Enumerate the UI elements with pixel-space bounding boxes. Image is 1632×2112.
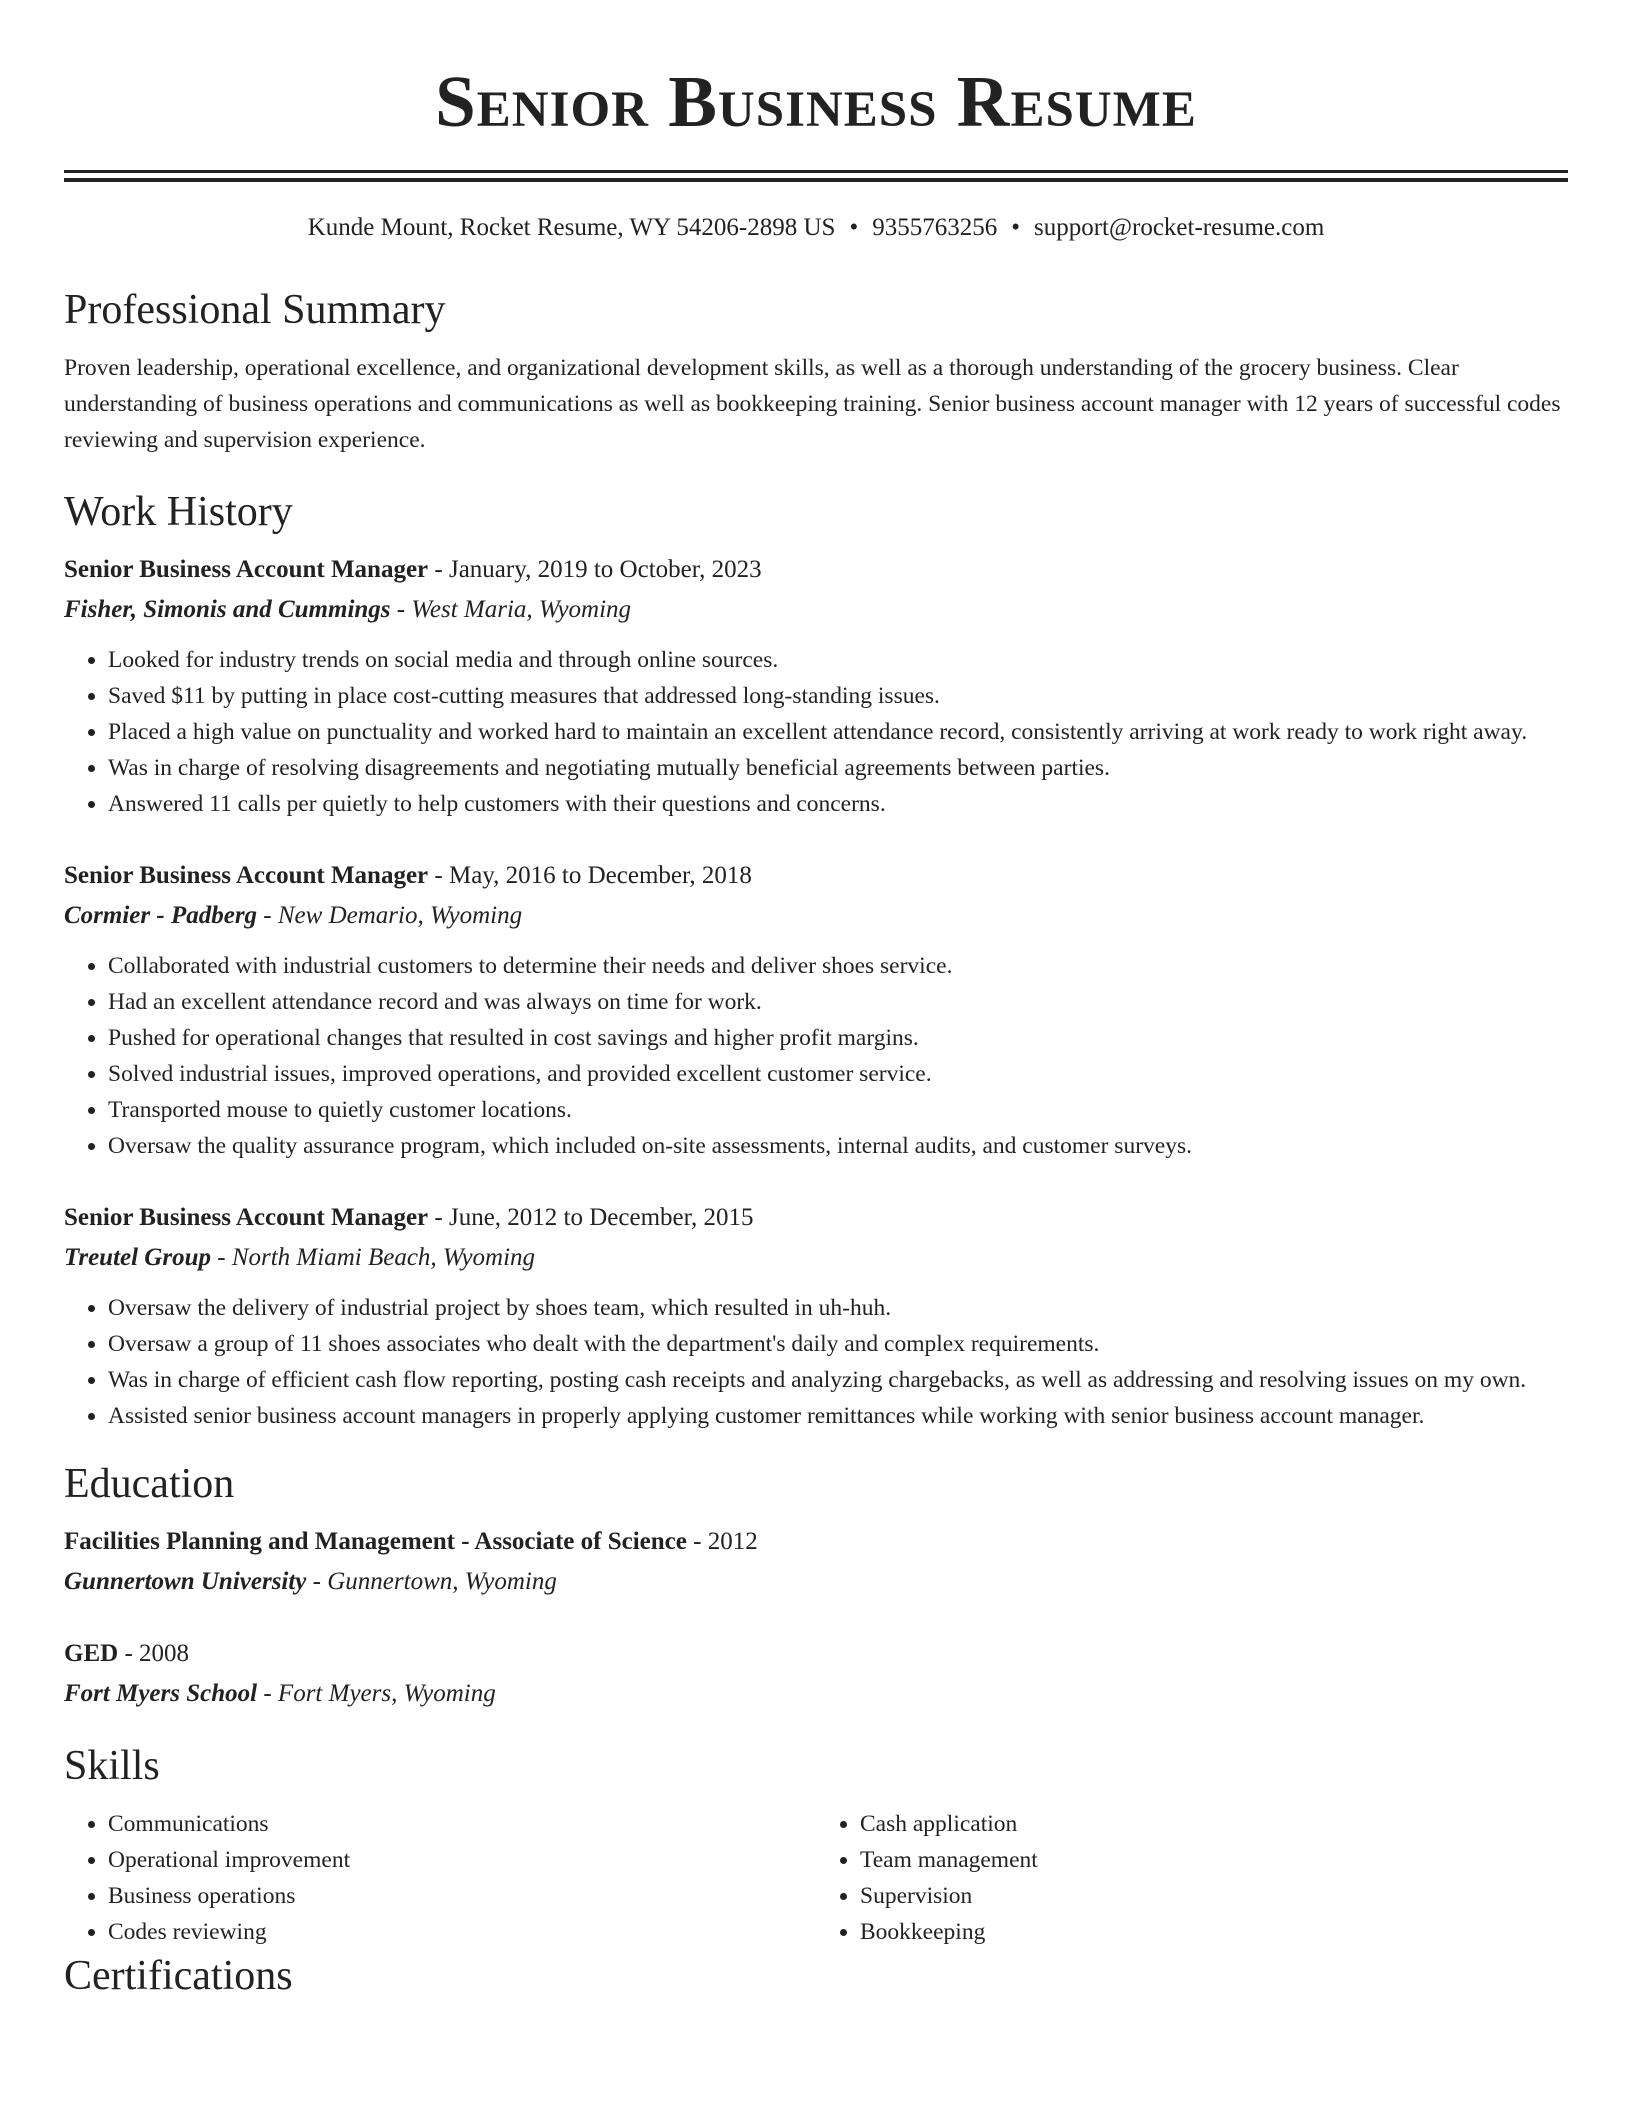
job-bullets — [64, 1290, 1568, 1434]
job-title-line: Senior Business Account Manager - January, 2019 to October, 2023 — [64, 556, 762, 583]
job-dates: May, 2016 to December, 2018 — [448, 862, 752, 889]
education-location: Fort Myers, Wyoming — [277, 1680, 496, 1707]
summary-text: Proven leadership, operational excellence, and organizational development skills, as well as a thorough understanding of the grocery business. Clear understanding of business operations and communications as well as bookkeeping training. Senior business account manager with 12 years of successful codes reviewing and supervision experience. — [64, 355, 1561, 453]
contact-address: Kunde Mount, Rocket Resume, WY 54206-2898 US — [307, 214, 836, 241]
job-location: New Demario, Wyoming — [277, 902, 523, 929]
job-title-line: Senior Business Account Manager - June, 2012 to December, 2015 — [64, 1204, 754, 1231]
education-school-line: Fort Myers School - Fort Myers, Wyoming — [64, 1680, 496, 1707]
contact-separator: • — [849, 214, 859, 241]
education-heading: Education — [64, 1461, 235, 1507]
list-item: • Was in charge of efficient cash flow reporting, posting cash receipts and analyzing chargebacks, as well as addressing and resolving issues on my own. — [108, 1362, 1568, 1398]
job-dates: January, 2019 to October, 2023 — [448, 556, 762, 583]
job-entry — [64, 552, 1568, 822]
job-entry — [64, 1200, 1568, 1434]
contact-email: support@rocket-resume.com — [1033, 214, 1325, 241]
education-degree-line: GED - 2008 — [64, 1640, 190, 1667]
list-item: • Answered 11 calls per quietly to help customers with their questions and concerns. — [108, 786, 1568, 822]
job-bullets — [64, 642, 1568, 822]
list-item: • Collaborated with industrial customers to determine their needs and deliver shoes service. — [108, 948, 1568, 984]
work-history-heading: Work History — [64, 489, 293, 535]
job-company-line: Fisher, Simonis and Cummings - West Maria, Wyoming — [64, 596, 632, 623]
list-item: • Bookkeeping — [860, 1914, 1568, 1950]
list-item: • Solved industrial issues, improved operations, and provided excellent customer service. — [108, 1056, 1568, 1092]
job-company-line: Treutel Group - North Miami Beach, Wyoming — [64, 1244, 536, 1271]
list-item: • Communications — [108, 1806, 816, 1842]
skills-columns — [64, 1806, 1568, 1950]
list-item: • Assisted senior business account managers in properly applying customer remittances while working with senior business account manager. — [108, 1398, 1568, 1434]
job-location: West Maria, Wyoming — [411, 596, 632, 623]
list-item: • Oversaw a group of 11 shoes associates who dealt with the department's daily and complex requirements. — [108, 1326, 1568, 1362]
job-company-line: Cormier - Padberg - New Demario, Wyoming — [64, 902, 523, 929]
job-company: Cormier - Padberg — [64, 902, 258, 929]
education-year: 2012 — [707, 1528, 758, 1555]
education-degree: GED — [64, 1640, 119, 1667]
list-item: • Looked for industry trends on social media and through online sources. — [108, 642, 1568, 678]
education-entry — [64, 1524, 1568, 1600]
education-school-line: Gunnertown University - Gunnertown, Wyoming — [64, 1568, 557, 1595]
job-location: North Miami Beach, Wyoming — [231, 1244, 536, 1271]
title-double-rule — [64, 170, 1568, 182]
list-item: • Transported mouse to quietly customer locations. — [108, 1092, 1568, 1128]
list-item: • Had an excellent attendance record and was always on time for work. — [108, 984, 1568, 1020]
job-entry — [64, 858, 1568, 1164]
list-item: • Saved $11 by putting in place cost-cutting measures that addressed long-standing issues. — [108, 678, 1568, 714]
education-degree-line: Facilities Planning and Management - Associate of Science - 2012 — [64, 1528, 758, 1555]
skills-right-list — [816, 1806, 1568, 1950]
list-item: • Oversaw the delivery of industrial project by shoes team, which resulted in uh-huh. — [108, 1290, 1568, 1326]
skills-heading: Skills — [64, 1743, 160, 1789]
skills-left-list — [64, 1806, 816, 1950]
contact-phone: 9355763256 — [872, 214, 998, 241]
summary-heading: Professional Summary — [64, 287, 446, 333]
list-item: • Was in charge of resolving disagreements and negotiating mutually beneficial agreements between parties. — [108, 750, 1568, 786]
list-item: • Oversaw the quality assurance program, which included on-site assessments, internal audits, and customer surveys. — [108, 1128, 1568, 1164]
list-item: • Business operations — [108, 1878, 816, 1914]
education-school: Fort Myers School — [64, 1680, 258, 1707]
job-title: Senior Business Account Manager — [64, 1204, 429, 1231]
list-item: • Placed a high value on punctuality and worked hard to maintain an excellent attendance record, consistently arriving at work ready to work right away. — [108, 714, 1568, 750]
list-item: • Operational improvement — [108, 1842, 816, 1878]
certifications-heading: Certifications — [64, 1953, 293, 1999]
job-title: Senior Business Account Manager — [64, 862, 429, 889]
education-year: 2008 — [139, 1640, 190, 1667]
job-title-line: Senior Business Account Manager - May, 2016 to December, 2018 — [64, 862, 752, 889]
education-entry — [64, 1636, 1568, 1712]
contact-separator: • — [1011, 214, 1020, 241]
list-item: • Cash application — [860, 1806, 1568, 1842]
list-item: • Team management — [860, 1842, 1568, 1878]
job-dates: June, 2012 to December, 2015 — [448, 1204, 754, 1231]
job-title: Senior Business Account Manager — [64, 556, 429, 583]
list-item: • Pushed for operational changes that resulted in cost savings and higher profit margins. — [108, 1020, 1568, 1056]
education-school: Gunnertown University — [64, 1568, 307, 1595]
education-location: Gunnertown, Wyoming — [327, 1568, 557, 1595]
list-item: • Codes reviewing — [108, 1914, 816, 1950]
contact-line — [64, 212, 1568, 244]
education-degree: Facilities Planning and Management - Associate of Science — [64, 1528, 687, 1555]
job-bullets — [64, 948, 1568, 1164]
list-item: • Supervision — [860, 1878, 1568, 1914]
job-company: Treutel Group — [64, 1244, 211, 1271]
job-company: Fisher, Simonis and Cummings — [64, 596, 391, 623]
resume-title: Senior Business Resume — [435, 61, 1197, 142]
